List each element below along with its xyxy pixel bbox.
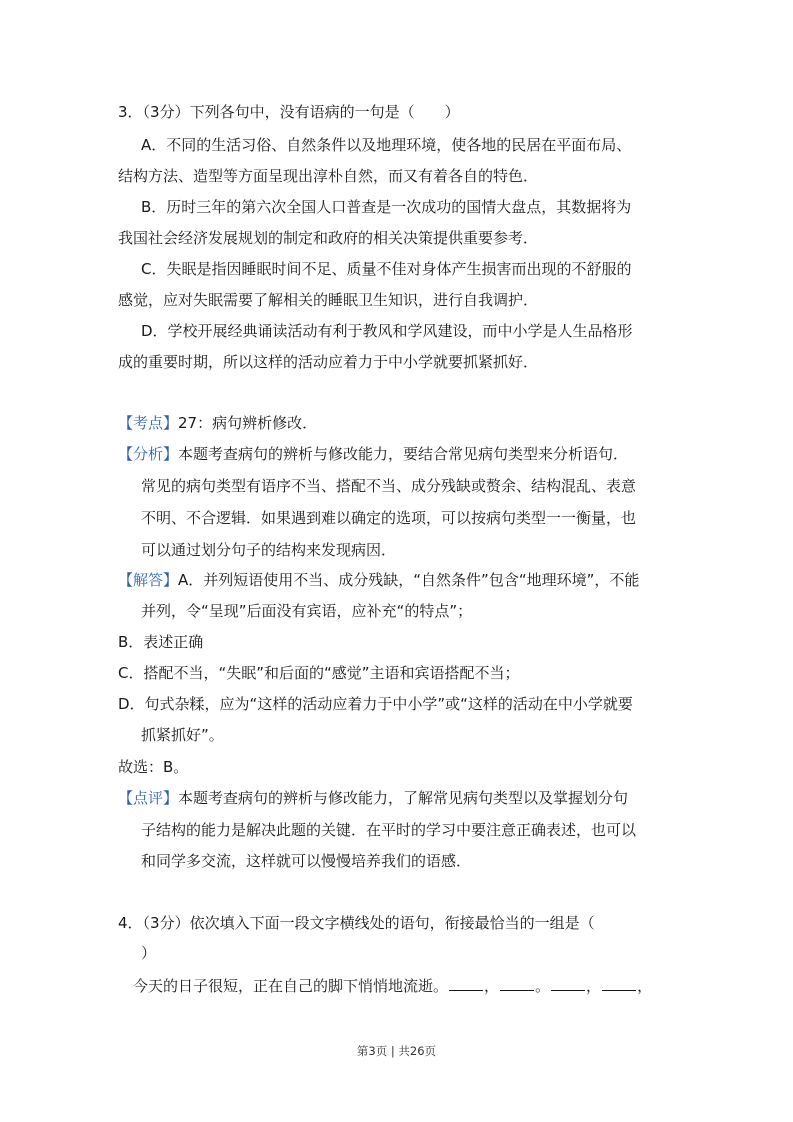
dianping-line2: 子结构的能力是解决此题的关键．在平时的学习中要注意正确表述，也可以	[141, 821, 637, 839]
dianping-line3: 和同学多交流，这样就可以慢慢培养我们的语感．	[141, 852, 472, 870]
answer-line: 故选：B。	[118, 758, 189, 776]
q4-blank-2	[500, 976, 534, 991]
q4-sep-1: ，	[484, 977, 500, 995]
jieda-d-line2: 抓紧抓好”。	[141, 726, 224, 744]
q4-passage-text: 今天的日子很短，正在自己的脚下悄悄地流逝。	[133, 977, 449, 995]
dianping-tag: 【点评】	[118, 789, 179, 807]
jieda-tag: 【解答】	[118, 571, 179, 589]
fenxi-block	[118, 444, 628, 464]
fenxi-line2: 常见的病句类型有语序不当、搭配不当、成分残缺或赘余、结构混乱、表意	[141, 477, 637, 495]
q3-option-b-line1: B．历时三年的第六次全国人口普查是一次成功的国情大盘点，其数据将为	[141, 198, 632, 216]
q3-option-d-line2: 成的重要时期，所以这样的活动应着力于中小学就要抓紧抓好．	[118, 353, 539, 371]
q3-option-c-line1: C．失眠是指因睡眠时间不足、质量不佳对身体产生损害而出现的不舒服的	[141, 260, 632, 278]
q4-sep-3: ，	[586, 977, 602, 995]
q4-sep-2: 。	[535, 977, 551, 995]
q4-sep-4: ，	[637, 977, 653, 995]
jieda-block	[118, 570, 639, 590]
q3-option-c-line2: 感觉，应对失眠需要了解相关的睡眠卫生知识，进行自我调护．	[118, 291, 539, 309]
q4-passage	[133, 976, 652, 996]
q3-option-d-line1: D．学校开展经典诵读活动有利于教风和学风建设，而中小学是人生品格形	[141, 322, 633, 340]
fenxi-line1: 本题考查病句的辨析与修改能力，要结合常见病句类型来分析语句．	[178, 445, 629, 463]
fenxi-tag: 【分析】	[118, 445, 179, 463]
q4-stem-line2: ）	[141, 944, 157, 962]
kaodian-tag: 【考点】	[118, 414, 179, 432]
q4-blank-3	[551, 976, 585, 991]
jieda-c-line: C．搭配不当，“失眠”和后面的“感觉”主语和宾语搭配不当；	[118, 664, 520, 682]
q3-stem: 3．（3分）下列各句中，没有语病的一句是（ ）	[118, 103, 460, 121]
jieda-line1: A．并列短语使用不当、成分残缺，“自然条件”包含“地理环境”，不能	[178, 571, 640, 589]
fenxi-line3: 不明、不合逻辑．如果遇到难以确定的选项，可以按病句类型一一衡量，也	[141, 509, 637, 527]
dianping-block	[118, 788, 628, 808]
q4-blank-4	[602, 976, 636, 991]
jieda-line2: 并列，令“呈现”后面没有宾语，应补充“的特点”；	[141, 602, 473, 620]
q3-option-b-line2: 我国社会经济发展规划的制定和政府的相关决策提供重要参考．	[118, 229, 539, 247]
q3-option-a-line1: A．不同的生活习俗、自然条件以及地理环境，使各地的民居在平面布局、	[141, 136, 632, 154]
jieda-d-line1: D．句式杂糅，应为“这样的活动应着力于中小学”或“这样的活动在中小学就要	[118, 695, 633, 713]
kaodian-text: 27：病句辨析修改．	[178, 414, 318, 432]
jieda-b-line: B．表述正确	[118, 633, 204, 651]
q4-stem-line1: 4．（3分）依次填入下面一段文字横线处的语句，衔接最恰当的一组是（	[118, 914, 595, 932]
q3-option-a-line2: 结构方法、造型等方面呈现出淳朴自然，而又有着各自的特色．	[118, 167, 539, 185]
kaodian-block	[118, 413, 317, 433]
q4-blank-1	[449, 976, 483, 991]
page-footer: 第3页 | 共26页	[356, 1044, 437, 1058]
dianping-line1: 本题考查病句的辨析与修改能力，了解常见病句类型以及掌握划分句	[178, 789, 629, 807]
fenxi-line4: 可以通过划分句子的结构来发现病因．	[141, 541, 397, 559]
